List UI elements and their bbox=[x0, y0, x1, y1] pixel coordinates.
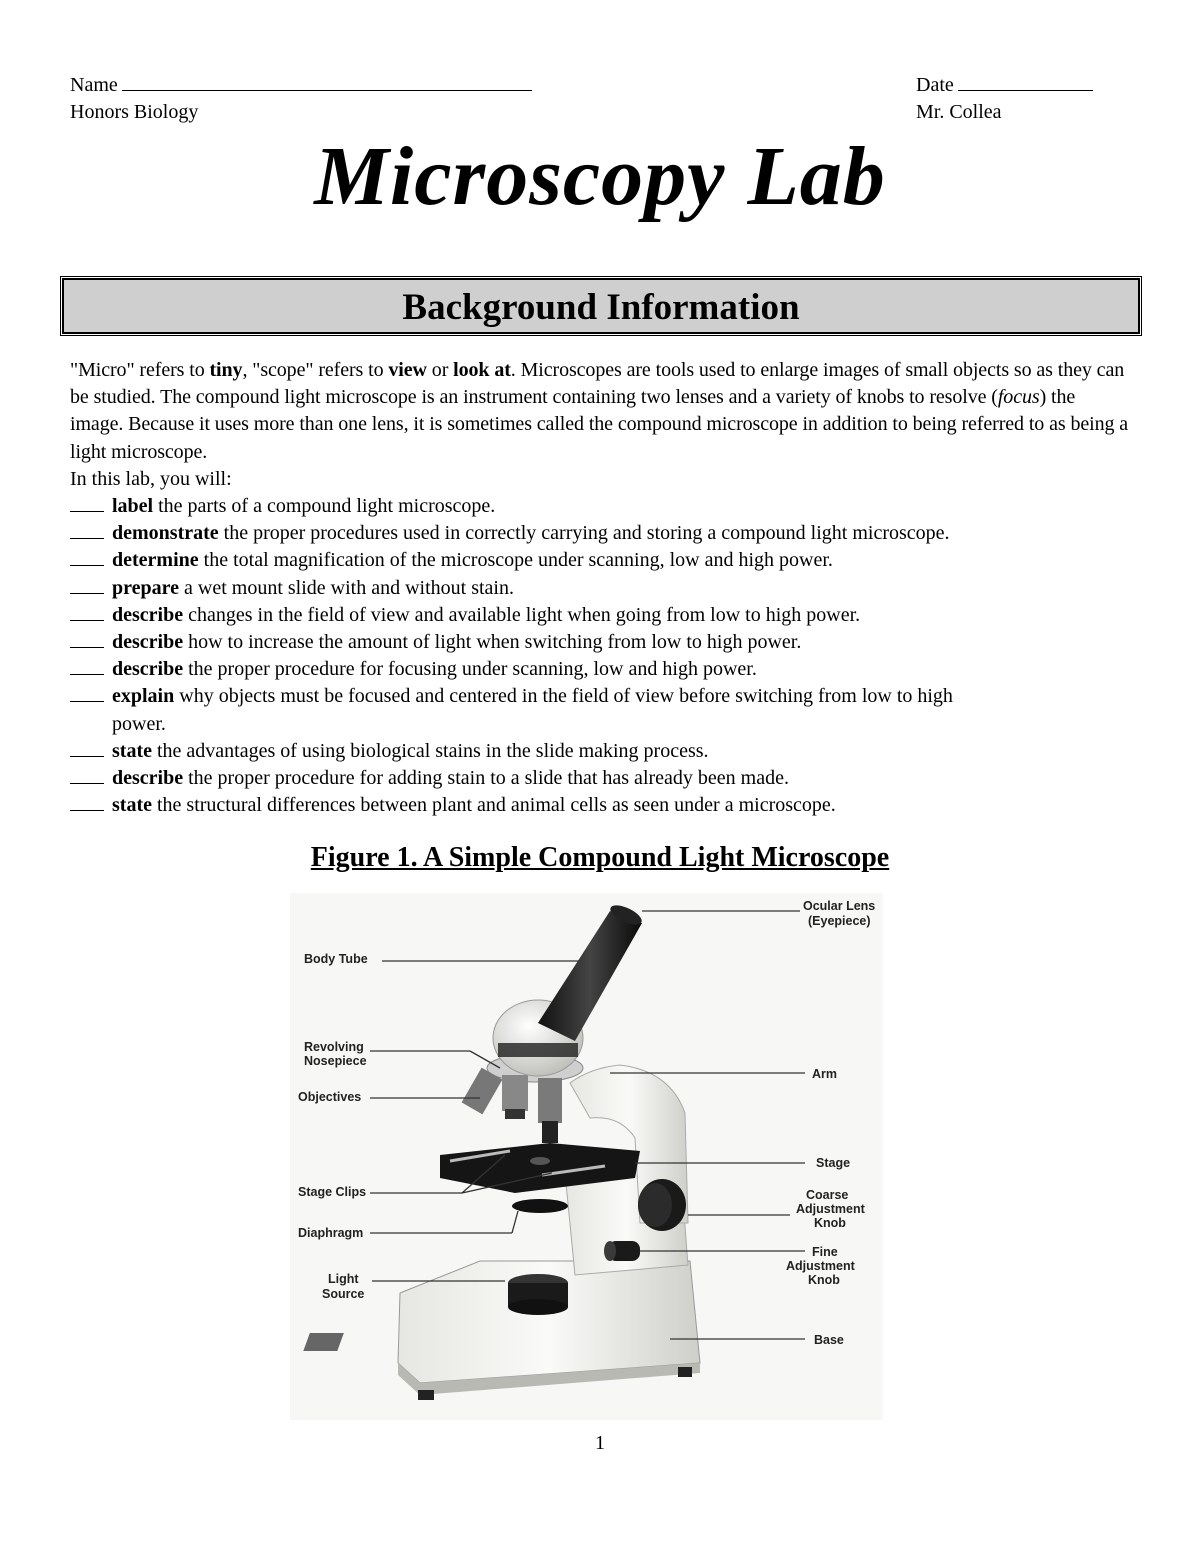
objective-verb: describe bbox=[112, 631, 184, 654]
label-base: Base bbox=[814, 1333, 844, 1347]
intro-bold: look at bbox=[453, 359, 511, 381]
objective-item bbox=[70, 792, 1132, 819]
objective-text: changes in the field of view and available light when going from low to high power. bbox=[183, 603, 861, 626]
label-coarse-adjustment: Adjustment bbox=[796, 1202, 865, 1216]
objective-text: why objects must be focused and centered in the field of view before switching from low to high bbox=[174, 685, 953, 708]
label-eyepiece: (Eyepiece) bbox=[808, 914, 871, 928]
objectives-shape bbox=[462, 1068, 562, 1143]
intro-italic: focus bbox=[997, 386, 1040, 409]
objective-verb: determine bbox=[112, 549, 199, 572]
intro-bold: tiny bbox=[209, 359, 243, 381]
objective-verb: label bbox=[112, 495, 154, 518]
teacher-label: Mr. Collea bbox=[916, 101, 1002, 123]
objective-verb: demonstrate bbox=[112, 522, 219, 545]
label-fine: Fine bbox=[812, 1245, 838, 1259]
objective-text: the advantages of using biological stains in the slide making process. bbox=[151, 739, 709, 762]
section-header-box bbox=[62, 278, 1140, 334]
intro-text: ) the image. Because it uses more than one lens, it is sometimes called the compound microscope in addition to being referred to as being a light microscope. bbox=[70, 386, 1129, 463]
figure-caption: Figure 1. A Simple Compound Light Microscope bbox=[310, 842, 890, 873]
name-blank[interactable] bbox=[122, 74, 532, 91]
checkbox-blank[interactable] bbox=[70, 579, 104, 594]
objective-item bbox=[70, 493, 1132, 520]
checkbox-blank[interactable] bbox=[70, 687, 104, 702]
objective-text: the structural differences between plant and animal cells as seen under a microscope. bbox=[151, 794, 836, 817]
label-light: Light bbox=[328, 1272, 359, 1286]
objective-item bbox=[70, 656, 1132, 683]
label-objectives: Objectives bbox=[298, 1090, 362, 1104]
checkbox-blank[interactable] bbox=[70, 524, 104, 539]
name-line bbox=[70, 72, 532, 99]
intro-block bbox=[70, 357, 1132, 819]
objective-verb: prepare bbox=[112, 576, 180, 599]
objective-item bbox=[70, 520, 1132, 547]
checkbox-blank[interactable] bbox=[70, 742, 104, 757]
objectives-lead: In this lab, you will: bbox=[70, 467, 232, 490]
objective-item bbox=[70, 629, 1132, 656]
objective-item bbox=[70, 765, 1132, 792]
objective-text: the parts of a compound light microscope. bbox=[153, 495, 496, 518]
name-label: Name bbox=[70, 74, 118, 96]
objective-item bbox=[70, 602, 1132, 629]
label-stage: Stage bbox=[816, 1156, 851, 1170]
objective-verb: state bbox=[112, 739, 152, 762]
objective-text: the total magnification of the microscope under scanning, low and high power. bbox=[198, 549, 833, 572]
section-title: Background Information bbox=[402, 287, 800, 328]
objective-text: the proper procedures used in correctly carrying and storing a compound light microscope. bbox=[218, 522, 950, 545]
intro-paragraph bbox=[70, 357, 1132, 466]
date-line bbox=[916, 72, 1093, 99]
label-ocular-lens: Ocular Lens bbox=[803, 899, 876, 913]
label-arm: Arm bbox=[812, 1067, 838, 1081]
intro-text: . Microscopes are tools used to enlarge images of small objects so as they can be studied. The compound light microscope is an instrument containing two lenses and a variety of knobs to resolve ( bbox=[70, 359, 1125, 409]
label-fine-adjustment: Adjustment bbox=[786, 1259, 855, 1273]
intro-text: , "scope" refers to bbox=[242, 359, 389, 381]
label-fine-knob: Knob bbox=[808, 1273, 840, 1287]
microscope-figure bbox=[290, 893, 883, 1420]
checkbox-blank[interactable] bbox=[70, 606, 104, 621]
intro-bold: view bbox=[388, 359, 427, 381]
label-nosepiece: Nosepiece bbox=[304, 1054, 367, 1068]
objective-text-continued: power. bbox=[112, 712, 166, 735]
objective-item bbox=[70, 683, 1132, 737]
date-label: Date bbox=[916, 74, 954, 96]
checkbox-blank[interactable] bbox=[70, 497, 104, 512]
label-revolving: Revolving bbox=[304, 1040, 364, 1054]
objective-verb: describe bbox=[112, 767, 184, 790]
page-number: 1 bbox=[595, 1432, 605, 1454]
checkbox-blank[interactable] bbox=[70, 551, 104, 566]
objective-item bbox=[70, 738, 1132, 765]
intro-text: or bbox=[426, 359, 454, 381]
objective-item bbox=[70, 547, 1132, 574]
label-source: Source bbox=[322, 1287, 365, 1301]
objective-text: the proper procedure for adding stain to a slide that has already been made. bbox=[183, 767, 789, 790]
objective-item bbox=[70, 575, 1132, 602]
objective-verb: explain bbox=[112, 685, 175, 708]
intro-text: refers to bbox=[134, 359, 210, 381]
date-blank[interactable] bbox=[958, 74, 1093, 91]
body-tube-shape bbox=[538, 911, 642, 1041]
objective-verb: state bbox=[112, 794, 152, 817]
label-stage-clips: Stage Clips bbox=[298, 1185, 367, 1199]
label-coarse: Coarse bbox=[806, 1188, 849, 1202]
checkbox-blank[interactable] bbox=[70, 660, 104, 675]
base-shape bbox=[303, 1261, 700, 1400]
diaphragm-shape bbox=[512, 1199, 568, 1213]
course-label: Honors Biology bbox=[70, 101, 199, 123]
objective-text: how to increase the amount of light when switching from low to high power. bbox=[183, 631, 802, 654]
objective-verb: describe bbox=[112, 658, 184, 681]
intro-text: "Micro" bbox=[70, 359, 135, 381]
checkbox-blank[interactable] bbox=[70, 769, 104, 784]
microscope-illustration bbox=[290, 893, 883, 1420]
label-body-tube: Body Tube bbox=[304, 952, 368, 966]
label-diaphragm: Diaphragm bbox=[298, 1226, 364, 1240]
objective-text: the proper procedure for focusing under scanning, low and high power. bbox=[183, 658, 757, 681]
page-title: Microscopy Lab bbox=[314, 130, 886, 223]
objective-text: a wet mount slide with and without stain. bbox=[179, 576, 514, 599]
objective-verb: describe bbox=[112, 603, 184, 626]
label-coarse-knob: Knob bbox=[814, 1216, 846, 1230]
checkbox-blank[interactable] bbox=[70, 796, 104, 811]
checkbox-blank[interactable] bbox=[70, 633, 104, 648]
